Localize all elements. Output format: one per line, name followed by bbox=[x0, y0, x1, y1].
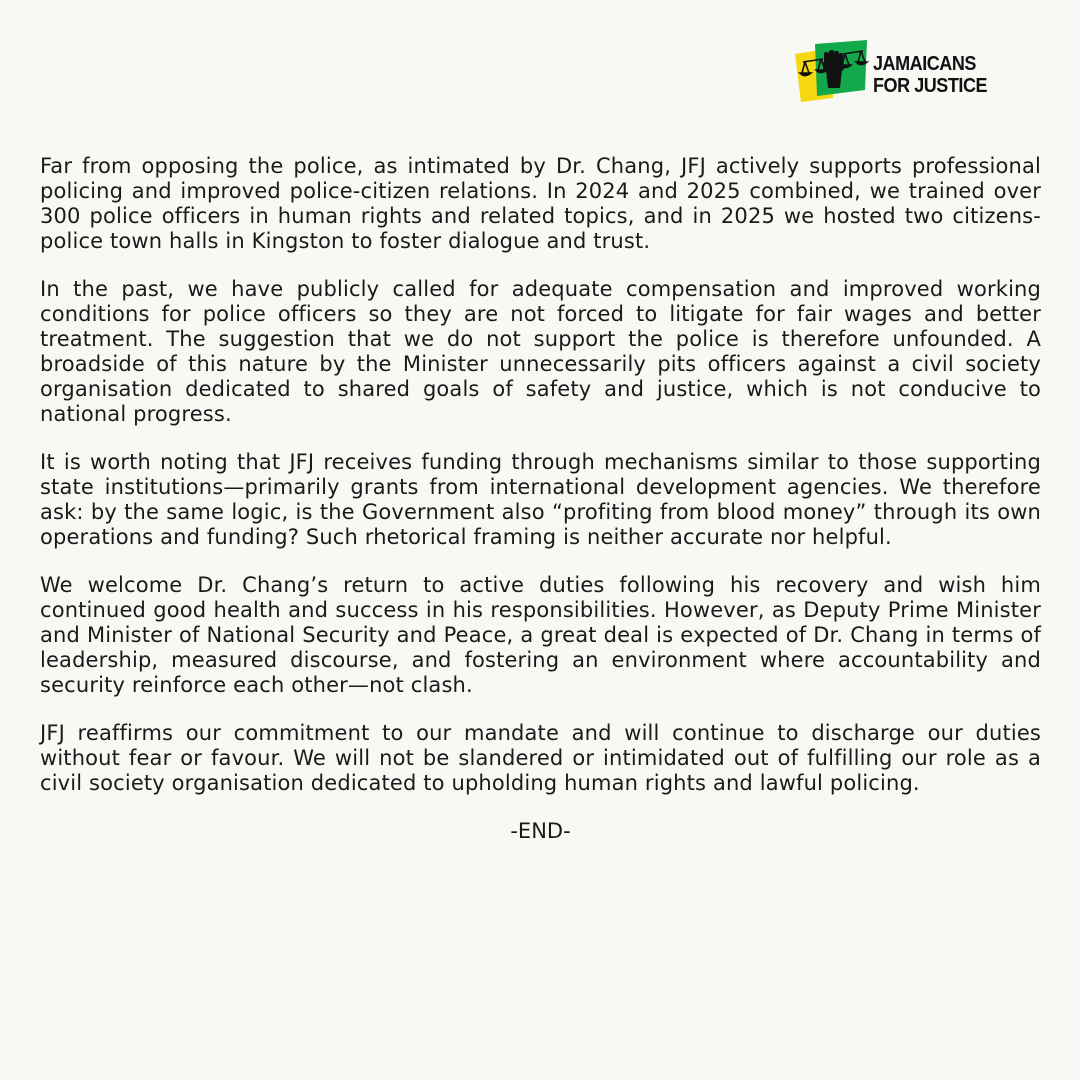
jfj-logo-mark bbox=[793, 40, 873, 106]
statement-body bbox=[40, 154, 1041, 844]
logo-line-2: FOR JUSTICE bbox=[873, 75, 988, 97]
paragraph-4: We welcome Dr. Chang’s return to active duties following his recovery and wish him continued good health and success in his responsibilities. However, as Deputy Prime Minister and Minister of National Security and Peace, a great deal is expected of Dr. Chang in terms of leadership, measured discourse, and fostering an environment where accountability and security reinforce each other—not clash. bbox=[40, 573, 1041, 697]
end-marker: -END- bbox=[510, 819, 571, 843]
paragraph-3: It is worth noting that JFJ receives funding through mechanisms similar to those supporting state institutions—primarily grants from international development agencies. We therefore ask: by the same logic, is the Government also “profiting from blood money” through its own operations and funding? Such rhetorical framing is neither accurate nor helpful. bbox=[40, 450, 1041, 549]
paragraph-5: JFJ reaffirms our commitment to our mandate and will continue to discharge our duties without fear or favour. We will not be slandered or intimidated out of fulfilling our role as a civil society organisation dedicated to upholding human rights and lawful policing. bbox=[40, 721, 1041, 795]
logo-wordmark bbox=[873, 53, 987, 97]
logo-line-1: JAMAICANS bbox=[873, 53, 976, 75]
jfj-logo bbox=[793, 40, 993, 106]
paragraph-2: In the past, we have publicly called for adequate compensation and improved working conditions for police officers so they are not forced to litigate for fair wages and better treatment. The suggestion that we do not support the police is therefore unfounded. A broadside of this nature by the Minister unnecessarily pits officers against a civil society organisation dedicated to shared goals of safety and justice, which is not conducive to national progress. bbox=[40, 277, 1041, 426]
paragraph-1: Far from opposing the police, as intimated by Dr. Chang, JFJ actively supports professional policing and improved police-citizen relations. In 2024 and 2025 combined, we trained over 300 police officers in human rights and related topics, and in 2025 we hosted two citizens-police town halls in Kingston to foster dialogue and trust. bbox=[40, 154, 1041, 253]
